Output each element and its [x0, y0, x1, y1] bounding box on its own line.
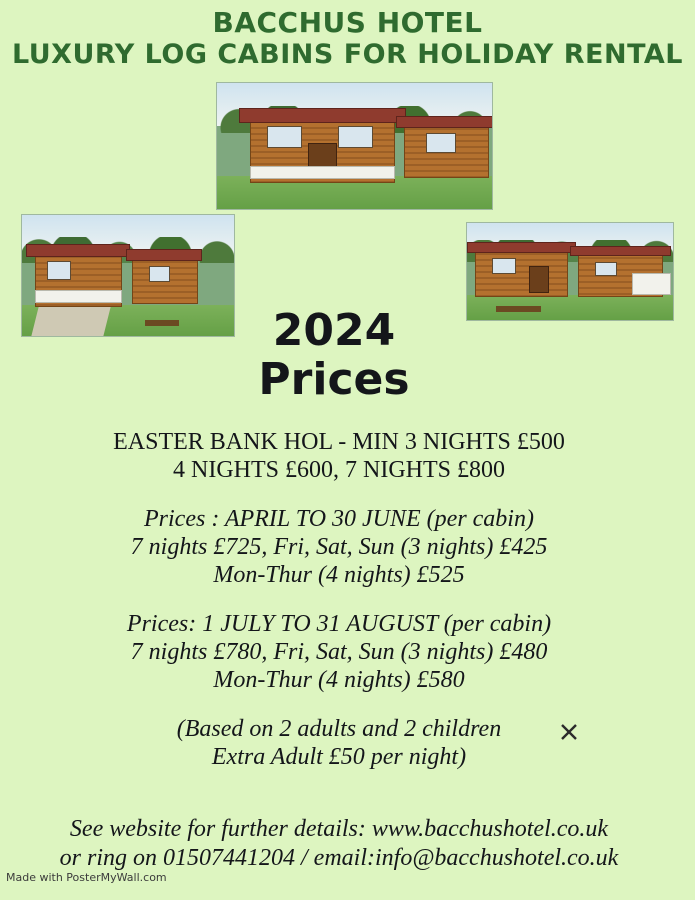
cabin-window-left — [492, 258, 517, 275]
postermywall-credit: Made with PosterMyWall.com — [6, 871, 167, 884]
price-line: 7 nights £725, Fri, Sat, Sun (3 nights) £425 — [130, 533, 548, 560]
price-line: 7 nights £780, Fri, Sat, Sun (3 nights) £480 — [130, 638, 548, 665]
cabin-window-left — [267, 126, 302, 148]
cabin-roof-second — [570, 246, 671, 256]
price-line: Mon-Thur (4 nights) £580 — [213, 667, 465, 694]
white-fence — [632, 273, 671, 294]
price-line: Mon-Thur (4 nights) £525 — [213, 562, 465, 589]
price-headline — [0, 306, 668, 405]
cabin-door — [529, 266, 550, 293]
cabin-window-left — [47, 261, 70, 280]
price-section-easter — [0, 428, 678, 485]
price-line: EASTER BANK HOL - MIN 3 NIGHTS £500 — [113, 429, 565, 455]
cabin-window-second — [149, 266, 170, 283]
cabin-veranda-rail — [250, 166, 395, 179]
cabin-window-second — [595, 262, 618, 277]
cabin-photo-main — [216, 82, 493, 210]
hotel-subtitle: LUXURY LOG CABINS FOR HOLIDAY RENTAL — [11, 39, 684, 71]
poster-title — [0, 6, 695, 71]
price-section-april-june — [0, 505, 678, 590]
close-icon[interactable] — [553, 716, 585, 748]
cabin-roof — [239, 108, 406, 123]
cabin-veranda-rail — [35, 290, 122, 303]
price-line: Prices : APRIL TO 30 JUNE (per cabin) — [144, 505, 534, 532]
phone-email-line: or ring on 01507441204 / email:info@bacchushotel.co.uk — [59, 845, 619, 872]
contact-footer — [0, 815, 678, 874]
price-line: (Based on 2 adults and 2 children — [176, 715, 502, 742]
cabin-illustration-main — [217, 83, 492, 209]
price-line: 4 NIGHTS £600, 7 NIGHTS £800 — [173, 457, 505, 484]
price-section-july-august — [0, 610, 678, 695]
price-year: 2024 — [272, 305, 396, 356]
price-word: Prices — [258, 354, 410, 406]
cabin-roof-second — [396, 116, 493, 128]
price-line: Extra Adult £50 per night) — [211, 743, 467, 770]
cabin-roof-second — [126, 249, 202, 261]
cabin-roof — [467, 242, 576, 253]
cabin-roof — [26, 244, 130, 257]
cabin-window-second — [426, 133, 456, 153]
cabin-body — [475, 248, 568, 297]
hotel-name: BACCHUS HOTEL — [212, 6, 483, 39]
cabin-window-right — [338, 126, 373, 148]
price-line: Prices: 1 JULY TO 31 AUGUST (per cabin) — [126, 610, 552, 637]
website-line: See website for further details: www.bacchushotel.co.uk — [69, 816, 609, 842]
